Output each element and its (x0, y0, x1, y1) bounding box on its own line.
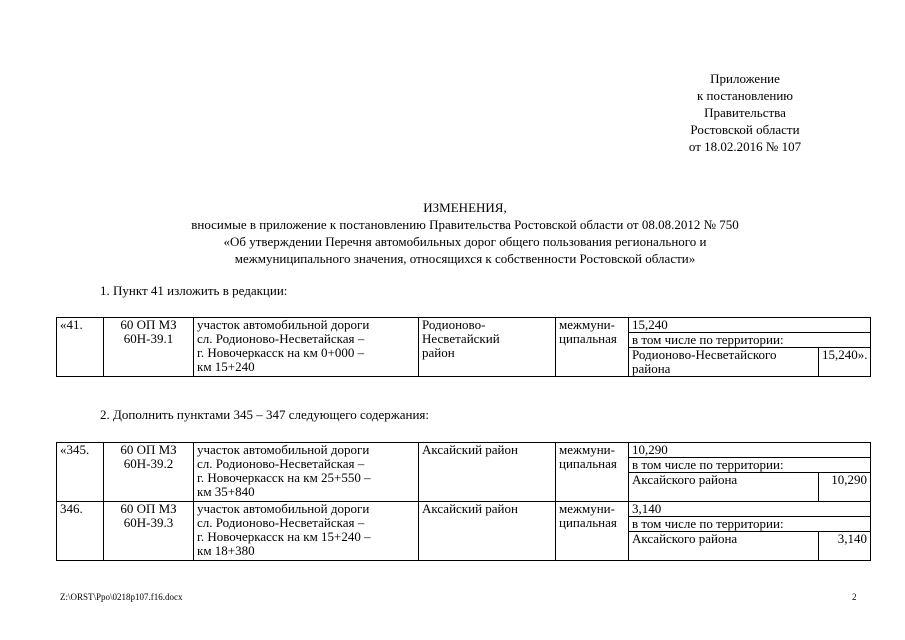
road-code-line: 60Н-39.2 (123, 456, 174, 471)
territory-name-line: района (632, 361, 671, 376)
territory-name (629, 348, 819, 377)
page-number: 2 (852, 592, 857, 602)
road-length: 15,240 (629, 318, 871, 333)
heading-line: вносимые в приложение к постановлению Правительства Ростовской области от 08.08.2012 № 750 (191, 217, 739, 232)
table-row (57, 318, 871, 333)
road-section (194, 318, 419, 377)
section-line: г. Новочеркасск на км 15+240 – (197, 529, 371, 544)
significance (556, 443, 629, 502)
road-code-line: 60 ОП МЗ (120, 442, 177, 457)
appendix-line: от 18.02.2016 № 107 (688, 139, 802, 154)
road-code-line: 60 ОП МЗ (120, 317, 177, 332)
section-line: г. Новочеркасск на км 25+550 – (197, 470, 371, 485)
road-code-line: 60Н-39.3 (123, 515, 174, 530)
table-row (57, 443, 871, 458)
territory-label: в том числе по территории: (629, 458, 871, 473)
section-line: сл. Родионово-Несветайская – (197, 456, 365, 471)
road-length: 3,140 (629, 502, 871, 517)
heading-line: межмуниципального значения, относящихся к собственности Ростовской области» (234, 251, 696, 266)
section-line: км 35+840 (197, 484, 255, 499)
appendix-line: Приложение (710, 71, 780, 86)
row-number: «345. (57, 443, 104, 502)
significance (556, 318, 629, 377)
appendix-line: к постановлению (696, 88, 794, 103)
section-line: участок автомобильной дороги (197, 317, 370, 332)
territory-label: в том числе по территории: (629, 333, 871, 348)
district-line: Несветайский (422, 331, 500, 346)
row-number: 346. (57, 502, 104, 561)
district-line: Аксайский район (422, 442, 518, 457)
footer-file-path: Z:\ORST\Ppo\0218p107.f16.docx (60, 592, 183, 602)
section-line: г. Новочеркасск на км 0+000 – (197, 345, 365, 360)
significance-line: ципальная (559, 331, 617, 346)
district-line: Аксайский район (422, 501, 518, 516)
territory-label: в том числе по территории: (629, 517, 871, 532)
section-line: сл. Родионово-Несветайская – (197, 331, 365, 346)
heading-line: «Об утверждении Перечня автомобильных дорог общего пользования регионального и (223, 234, 707, 249)
significance-line: ципальная (559, 456, 617, 471)
row-number: «41. (57, 318, 104, 377)
table-2 (56, 442, 871, 561)
district (419, 318, 556, 377)
appendix-line: Правительства (704, 105, 786, 120)
document-heading (60, 199, 870, 267)
significance-line: ципальная (559, 515, 617, 530)
district-line: Родионово- (422, 317, 486, 332)
territory-name: Аксайского района (629, 473, 819, 502)
section-line: участок автомобильной дороги (197, 501, 370, 516)
section-line: км 18+380 (197, 543, 255, 558)
section-line: км 15+240 (197, 359, 255, 374)
road-code (104, 318, 194, 377)
section-line: участок автомобильной дороги (197, 442, 370, 457)
road-code (104, 443, 194, 502)
territory-value: 10,290 (819, 473, 871, 502)
road-length: 10,290 (629, 443, 871, 458)
road-code-line: 60Н-39.1 (123, 331, 174, 346)
district (419, 502, 556, 561)
significance-line: межмуни- (559, 501, 615, 516)
section-line: сл. Родионово-Несветайская – (197, 515, 365, 530)
district (419, 443, 556, 502)
table-row (57, 502, 871, 517)
significance (556, 502, 629, 561)
significance-line: межмуни- (559, 442, 615, 457)
appendix-block (660, 70, 830, 155)
table-1 (56, 317, 871, 377)
paragraph-2: 2. Дополнить пунктами 345 – 347 следующего содержания: (100, 407, 430, 422)
road-section (194, 443, 419, 502)
territory-value: 3,140 (819, 532, 871, 561)
district-line: район (422, 345, 455, 360)
document-title: ИЗМЕНЕНИЯ, (423, 200, 507, 215)
territory-value: 15,240». (819, 348, 871, 377)
territory-name-line: Родионово-Несветайского (632, 347, 777, 362)
road-section (194, 502, 419, 561)
road-code-line: 60 ОП МЗ (120, 501, 177, 516)
paragraph-1: 1. Пункт 41 изложить в редакции: (100, 283, 288, 298)
territory-name: Аксайского района (629, 532, 819, 561)
significance-line: межмуни- (559, 317, 615, 332)
road-code (104, 502, 194, 561)
appendix-line: Ростовской области (690, 122, 800, 137)
